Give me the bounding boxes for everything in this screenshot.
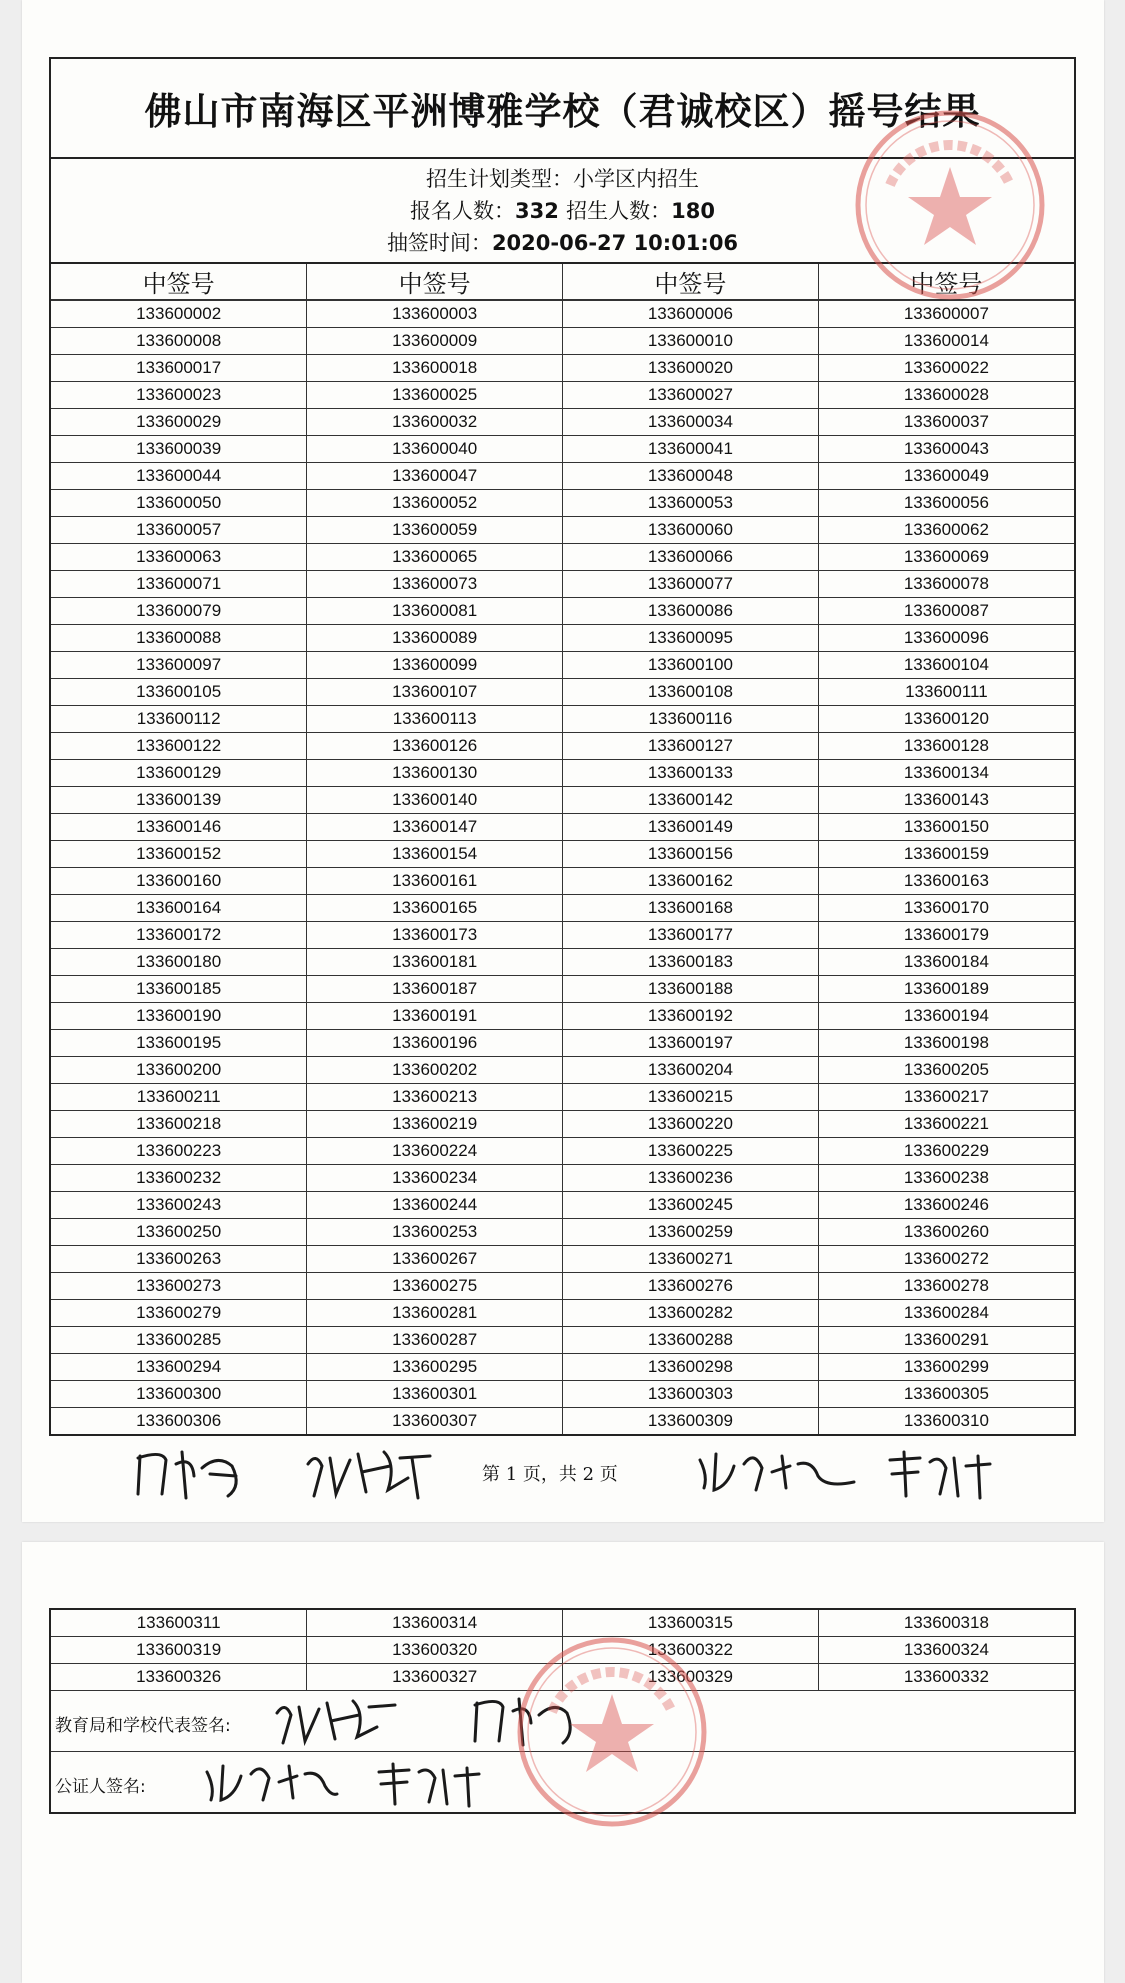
lottery-number-cell: 133600025 (307, 382, 563, 409)
lottery-number-cell: 133600259 (563, 1219, 819, 1246)
document-title: 佛山市南海区平洲博雅学校（君诚校区）摇号结果 (51, 59, 1074, 159)
page-footer (22, 1440, 1104, 1510)
lottery-number-cell: 133600245 (563, 1192, 819, 1219)
lottery-number-cell: 133600130 (307, 760, 563, 787)
lottery-number-cell: 133600107 (307, 679, 563, 706)
lottery-number-cell: 133600079 (51, 598, 307, 625)
lottery-number-cell: 133600188 (563, 976, 819, 1003)
lottery-number-cell: 133600122 (51, 733, 307, 760)
lottery-number-cell: 133600014 (818, 328, 1074, 355)
table-row (51, 598, 1074, 625)
lottery-number-cell: 133600332 (818, 1664, 1074, 1691)
lottery-number-cell: 133600006 (563, 300, 819, 328)
lottery-number-cell: 133600059 (307, 517, 563, 544)
table-row (51, 949, 1074, 976)
lottery-number-cell: 133600088 (51, 625, 307, 652)
results-sheet-continued (49, 1608, 1076, 1814)
registered-label: 报名人数： (410, 198, 515, 223)
lottery-number-cell: 133600113 (307, 706, 563, 733)
lottery-number-cell: 133600047 (307, 463, 563, 490)
page-number: 第 1 页，共 2 页 (482, 1464, 618, 1485)
lottery-number-cell: 133600224 (307, 1138, 563, 1165)
lottery-number-cell: 133600221 (818, 1111, 1074, 1138)
lottery-number-cell: 133600159 (818, 841, 1074, 868)
draw-time-line (387, 227, 738, 259)
lottery-number-cell: 133600023 (51, 382, 307, 409)
lottery-number-cell: 133600027 (563, 382, 819, 409)
lottery-number-cell: 133600215 (563, 1084, 819, 1111)
lottery-number-cell: 133600161 (307, 868, 563, 895)
lottery-number-cell: 133600190 (51, 1003, 307, 1030)
table-row (51, 814, 1074, 841)
lottery-number-cell: 133600156 (563, 841, 819, 868)
lottery-number-cell: 133600238 (818, 1165, 1074, 1192)
lottery-number-cell: 133600311 (51, 1610, 307, 1637)
lottery-number-cell: 133600002 (51, 300, 307, 328)
lottery-number-cell: 133600052 (307, 490, 563, 517)
lottery-number-cell: 133600303 (563, 1381, 819, 1408)
lottery-number-cell: 133600160 (51, 868, 307, 895)
lottery-number-cell: 133600229 (818, 1138, 1074, 1165)
lottery-number-cell: 133600010 (563, 328, 819, 355)
lottery-number-cell: 133600204 (563, 1057, 819, 1084)
lottery-number-cell: 133600234 (307, 1165, 563, 1192)
lottery-number-cell: 133600139 (51, 787, 307, 814)
lottery-number-cell: 133600089 (307, 625, 563, 652)
lottery-results-table (51, 264, 1074, 1434)
draw-time-label: 抽签时间： (386, 230, 492, 255)
edu-signature-row (51, 1690, 1074, 1751)
lottery-number-cell: 133600181 (307, 949, 563, 976)
lottery-number-cell: 133600329 (563, 1664, 819, 1691)
lottery-number-cell: 133600211 (51, 1084, 307, 1111)
lottery-number-cell: 133600143 (818, 787, 1074, 814)
lottery-number-cell: 133600073 (307, 571, 563, 598)
admit-value: 180 (671, 198, 715, 223)
lottery-number-cell: 133600309 (563, 1408, 819, 1435)
lottery-number-cell: 133600022 (818, 355, 1074, 382)
table-row (51, 490, 1074, 517)
lottery-number-cell: 133600253 (307, 1219, 563, 1246)
lottery-number-cell: 133600287 (307, 1327, 563, 1354)
lottery-number-cell: 133600279 (51, 1300, 307, 1327)
lottery-number-cell: 133600191 (307, 1003, 563, 1030)
lottery-number-cell: 133600104 (818, 652, 1074, 679)
lottery-number-cell: 133600284 (818, 1300, 1074, 1327)
lottery-number-cell: 133600165 (307, 895, 563, 922)
signature-4-icon (369, 1760, 489, 1808)
lottery-number-cell: 133600120 (818, 706, 1074, 733)
lottery-number-cell: 133600018 (307, 355, 563, 382)
table-row (51, 328, 1074, 355)
lottery-number-cell: 133600099 (307, 652, 563, 679)
lottery-number-cell: 133600032 (307, 409, 563, 436)
lottery-number-cell: 133600133 (563, 760, 819, 787)
lottery-number-cell: 133600244 (307, 1192, 563, 1219)
table-row (51, 1030, 1074, 1057)
lottery-number-cell: 133600205 (818, 1057, 1074, 1084)
lottery-number-cell: 133600275 (307, 1273, 563, 1300)
notary-signature-row (51, 1751, 1074, 1812)
lottery-number-cell: 133600295 (307, 1354, 563, 1381)
lottery-number-cell: 133600314 (307, 1610, 563, 1637)
lottery-number-cell: 133600294 (51, 1354, 307, 1381)
lottery-number-cell: 133600043 (818, 436, 1074, 463)
table-header-row (51, 264, 1074, 300)
lottery-number-cell: 133600184 (818, 949, 1074, 976)
table-row (51, 652, 1074, 679)
lottery-number-cell: 133600066 (563, 544, 819, 571)
signature-3-icon (201, 1758, 341, 1806)
column-header: 中签号 (51, 264, 307, 300)
lottery-number-cell: 133600299 (818, 1354, 1074, 1381)
lottery-number-cell: 133600049 (818, 463, 1074, 490)
table-row (51, 1138, 1074, 1165)
table-row (51, 1273, 1074, 1300)
lottery-number-cell: 133600194 (818, 1003, 1074, 1030)
lottery-number-cell: 133600111 (818, 679, 1074, 706)
lottery-number-cell: 133600185 (51, 976, 307, 1003)
signature-2-icon (300, 1444, 440, 1502)
lottery-number-cell: 133600324 (818, 1637, 1074, 1664)
lottery-number-cell: 133600142 (563, 787, 819, 814)
lottery-number-cell: 133600267 (307, 1246, 563, 1273)
lottery-number-cell: 133600108 (563, 679, 819, 706)
column-header: 中签号 (307, 264, 563, 300)
lottery-number-cell: 133600250 (51, 1219, 307, 1246)
lottery-number-cell: 133600017 (51, 355, 307, 382)
table-row (51, 1246, 1074, 1273)
table-row (51, 1003, 1074, 1030)
lottery-number-cell: 133600300 (51, 1381, 307, 1408)
lottery-number-cell: 133600029 (51, 409, 307, 436)
lottery-number-cell: 133600326 (51, 1664, 307, 1691)
table-row (51, 382, 1074, 409)
lottery-number-cell: 133600077 (563, 571, 819, 598)
lottery-number-cell: 133600057 (51, 517, 307, 544)
lottery-number-cell: 133600246 (818, 1192, 1074, 1219)
lottery-number-cell: 133600278 (818, 1273, 1074, 1300)
edu-signature-label: 教育局和学校代表签名: (55, 1716, 231, 1736)
lottery-number-cell: 133600301 (307, 1381, 563, 1408)
table-body (51, 1610, 1074, 1690)
draw-time-value: 2020-06-27 10:01:06 (491, 230, 739, 255)
table-row (51, 1084, 1074, 1111)
table-row (51, 355, 1074, 382)
results-sheet (49, 57, 1076, 1436)
lottery-number-cell: 133600040 (307, 436, 563, 463)
lottery-number-cell: 133600100 (563, 652, 819, 679)
plan-type-value: 小学区内招生 (573, 166, 699, 191)
lottery-number-cell: 133600195 (51, 1030, 307, 1057)
lottery-number-cell: 133600217 (818, 1084, 1074, 1111)
lottery-number-cell: 133600306 (51, 1408, 307, 1435)
table-row (51, 1057, 1074, 1084)
lottery-number-cell: 133600305 (818, 1381, 1074, 1408)
notary-signature-label: 公证人签名: (55, 1777, 146, 1797)
table-row (51, 787, 1074, 814)
count-line (410, 195, 715, 227)
plan-type-label: 招生计划类型： (426, 166, 573, 191)
lottery-number-cell: 133600086 (563, 598, 819, 625)
lottery-number-cell: 133600034 (563, 409, 819, 436)
lottery-number-cell: 133600162 (563, 868, 819, 895)
lottery-number-cell: 133600200 (51, 1057, 307, 1084)
lottery-number-cell: 133600288 (563, 1327, 819, 1354)
lottery-number-cell: 133600298 (563, 1354, 819, 1381)
lottery-results-table-continued (51, 1610, 1074, 1690)
lottery-number-cell: 133600097 (51, 652, 307, 679)
lottery-number-cell: 133600285 (51, 1327, 307, 1354)
lottery-number-cell: 133600236 (563, 1165, 819, 1192)
table-row (51, 1381, 1074, 1408)
document-page-2 (22, 1542, 1104, 1983)
lottery-number-cell: 133600048 (563, 463, 819, 490)
lottery-number-cell: 133600140 (307, 787, 563, 814)
table-row (51, 706, 1074, 733)
lottery-number-cell: 133600150 (818, 814, 1074, 841)
signature-2-icon (269, 1695, 399, 1747)
lottery-number-cell: 133600315 (563, 1610, 819, 1637)
table-row (51, 517, 1074, 544)
table-row (51, 1354, 1074, 1381)
table-row (51, 679, 1074, 706)
lottery-number-cell: 133600065 (307, 544, 563, 571)
lottery-number-cell: 133600105 (51, 679, 307, 706)
lottery-number-cell: 133600179 (818, 922, 1074, 949)
lottery-number-cell: 133600147 (307, 814, 563, 841)
lottery-number-cell: 133600272 (818, 1246, 1074, 1273)
lottery-number-cell: 133600263 (51, 1246, 307, 1273)
lottery-number-cell: 133600039 (51, 436, 307, 463)
lottery-number-cell: 133600096 (818, 625, 1074, 652)
lottery-number-cell: 133600276 (563, 1273, 819, 1300)
lottery-number-cell: 133600320 (307, 1637, 563, 1664)
lottery-number-cell: 133600218 (51, 1111, 307, 1138)
lottery-number-cell: 133600003 (307, 300, 563, 328)
signature-3-icon (694, 1446, 864, 1496)
table-row (51, 409, 1074, 436)
column-header: 中签号 (818, 264, 1074, 300)
table-row (51, 1408, 1074, 1435)
lottery-number-cell: 133600008 (51, 328, 307, 355)
lottery-number-cell: 133600187 (307, 976, 563, 1003)
lottery-number-cell: 133600220 (563, 1111, 819, 1138)
signature-4-icon (880, 1448, 1000, 1502)
lottery-number-cell: 133600223 (51, 1138, 307, 1165)
table-row (51, 1111, 1074, 1138)
lottery-number-cell: 133600183 (563, 949, 819, 976)
lottery-number-cell: 133600126 (307, 733, 563, 760)
lottery-number-cell: 133600225 (563, 1138, 819, 1165)
table-row (51, 571, 1074, 598)
lottery-number-cell: 133600177 (563, 922, 819, 949)
table-row (51, 976, 1074, 1003)
lottery-number-cell: 133600028 (818, 382, 1074, 409)
lottery-number-cell: 133600232 (51, 1165, 307, 1192)
table-row (51, 1327, 1074, 1354)
lottery-number-cell: 133600281 (307, 1300, 563, 1327)
lottery-number-cell: 133600163 (818, 868, 1074, 895)
lottery-number-cell: 133600170 (818, 895, 1074, 922)
lottery-number-cell: 133600134 (818, 760, 1074, 787)
lottery-number-cell: 133600095 (563, 625, 819, 652)
table-row (51, 1300, 1074, 1327)
registered-value: 332 (515, 198, 559, 223)
table-row (51, 1165, 1074, 1192)
lottery-number-cell: 133600041 (563, 436, 819, 463)
table-row (51, 300, 1074, 328)
admit-label: 招生人数： (566, 198, 672, 223)
lottery-number-cell: 133600219 (307, 1111, 563, 1138)
column-header: 中签号 (563, 264, 819, 300)
lottery-number-cell: 133600007 (818, 300, 1074, 328)
lottery-number-cell: 133600197 (563, 1030, 819, 1057)
signature-1-icon (132, 1446, 252, 1502)
plan-type-line (426, 163, 699, 195)
table-row (51, 544, 1074, 571)
lottery-number-cell: 133600146 (51, 814, 307, 841)
table-row (51, 733, 1074, 760)
lottery-number-cell: 133600318 (818, 1610, 1074, 1637)
lottery-number-cell: 133600154 (307, 841, 563, 868)
lottery-number-cell: 133600078 (818, 571, 1074, 598)
lottery-number-cell: 133600260 (818, 1219, 1074, 1246)
lottery-number-cell: 133600327 (307, 1664, 563, 1691)
lottery-number-cell: 133600152 (51, 841, 307, 868)
table-row (51, 1610, 1074, 1637)
lottery-number-cell: 133600271 (563, 1246, 819, 1273)
lottery-number-cell: 133600202 (307, 1057, 563, 1084)
table-row (51, 1219, 1074, 1246)
lottery-number-cell: 133600172 (51, 922, 307, 949)
table-row (51, 1637, 1074, 1664)
lottery-number-cell: 133600198 (818, 1030, 1074, 1057)
document-page-1 (22, 0, 1104, 1522)
lottery-number-cell: 133600282 (563, 1300, 819, 1327)
lottery-number-cell: 133600062 (818, 517, 1074, 544)
table-row (51, 922, 1074, 949)
lottery-number-cell: 133600322 (563, 1637, 819, 1664)
lottery-number-cell: 133600189 (818, 976, 1074, 1003)
lottery-number-cell: 133600319 (51, 1637, 307, 1664)
lottery-number-cell: 133600291 (818, 1327, 1074, 1354)
lottery-number-cell: 133600056 (818, 490, 1074, 517)
table-row (51, 436, 1074, 463)
table-row (51, 895, 1074, 922)
lottery-number-cell: 133600020 (563, 355, 819, 382)
lottery-number-cell: 133600053 (563, 490, 819, 517)
lottery-number-cell: 133600063 (51, 544, 307, 571)
lottery-number-cell: 133600037 (818, 409, 1074, 436)
lottery-number-cell: 133600116 (563, 706, 819, 733)
table-row (51, 625, 1074, 652)
table-row (51, 868, 1074, 895)
table-body (51, 300, 1074, 1434)
lottery-number-cell: 133600050 (51, 490, 307, 517)
lottery-number-cell: 133600128 (818, 733, 1074, 760)
lottery-number-cell: 133600180 (51, 949, 307, 976)
lottery-number-cell: 133600192 (563, 1003, 819, 1030)
lottery-number-cell: 133600168 (563, 895, 819, 922)
lottery-number-cell: 133600127 (563, 733, 819, 760)
lottery-number-cell: 133600081 (307, 598, 563, 625)
signature-1-icon (469, 1693, 579, 1749)
lottery-number-cell: 133600310 (818, 1408, 1074, 1435)
lottery-number-cell: 133600069 (818, 544, 1074, 571)
lottery-number-cell: 133600213 (307, 1084, 563, 1111)
lottery-number-cell: 133600129 (51, 760, 307, 787)
lottery-number-cell: 133600044 (51, 463, 307, 490)
table-row (51, 463, 1074, 490)
lottery-number-cell: 133600307 (307, 1408, 563, 1435)
lottery-number-cell: 133600196 (307, 1030, 563, 1057)
lottery-number-cell: 133600071 (51, 571, 307, 598)
lottery-number-cell: 133600149 (563, 814, 819, 841)
lottery-number-cell: 133600112 (51, 706, 307, 733)
lottery-number-cell: 133600009 (307, 328, 563, 355)
lottery-number-cell: 133600273 (51, 1273, 307, 1300)
lottery-number-cell: 133600243 (51, 1192, 307, 1219)
lottery-number-cell: 133600087 (818, 598, 1074, 625)
table-row (51, 1664, 1074, 1691)
lottery-number-cell: 133600164 (51, 895, 307, 922)
lottery-number-cell: 133600173 (307, 922, 563, 949)
lottery-number-cell: 133600060 (563, 517, 819, 544)
table-row (51, 1192, 1074, 1219)
enrollment-info (51, 159, 1074, 264)
table-row (51, 760, 1074, 787)
table-row (51, 841, 1074, 868)
